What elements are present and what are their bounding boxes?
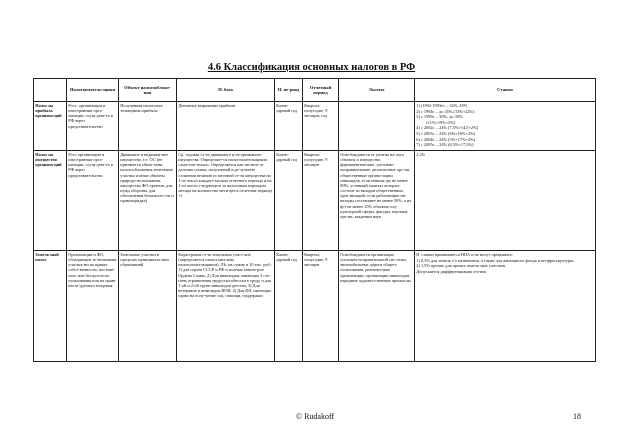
- benefits-cell: Освобождаются организации уголовно-исправительной сис-темы, автомобильные дороги общего пользования, религиоз-ные организации, организации инвалидов, народные художест-венные промыслы: [339, 251, 415, 362]
- header-cell: [34, 79, 67, 102]
- period-cell: Кален-дарный год: [275, 102, 303, 151]
- object-cell: Движимое и недвижи-мое имущество, т.е. ОС (не признается объек-тами налогообложения земельные участки и иные объекты природо-пользования, имущество ФО органов, для нужд обороны, для обеспечения безопасно-сти и правопорядка): [119, 151, 177, 251]
- rates-cell: [415, 251, 596, 362]
- tax-name: Налог на прибыль организа-ций: [34, 102, 67, 151]
- header-cell: Н. база: [177, 79, 275, 102]
- report-cell: Квартал, полугодие, 9 месяцев: [303, 251, 339, 362]
- rate-line: 4) с 2002г. – 24% (7,5%+14,5+2%): [416, 125, 479, 131]
- payers-cell: Росс. организации и иностранные орга-низации, осущ-деят-ть в РФ через представительство: [67, 102, 119, 151]
- header-cell: Н. пе-риод: [275, 79, 303, 102]
- benefits-cell: [339, 102, 415, 151]
- payers-cell: Организации и ФЛ, обладающие зе-мельными участка-ми на правах собст-венности, постоян-ного или бессроч-ного пользования или на праве насле-дуемого владения: [67, 251, 119, 362]
- rate-line: (11%+19%+5%): [426, 119, 456, 125]
- rate-line: Допускается дифференциация ста-вок: [416, 268, 487, 274]
- rates-cell: [415, 151, 596, 251]
- rate-line: 2,2%: [416, 152, 426, 157]
- rate-line: 1) 0,3% для земель с/х назначения, а также для жилищного фонда и ин-фраструктуры;: [416, 257, 575, 263]
- report-cell: Квартал, полугодие, 9 месяцев: [303, 151, 339, 251]
- header-cell: Льготы: [339, 79, 415, 102]
- copyright-footer: © Rudakoff: [296, 412, 335, 421]
- page-title: 4.6 Классификация основных налогов в РФ: [207, 62, 416, 73]
- tax-name: Налог на имущество организа-ций: [34, 151, 67, 251]
- rate-line: 3) с 1999г. – 30%, до 35%: [416, 114, 463, 120]
- object-cell: Полученная налогопла-тельщиком прибыль: [119, 102, 177, 151]
- report-cell: Квартал, полугодие, 9 месяцев, год: [303, 102, 339, 151]
- table-header-row: [34, 79, 596, 102]
- header-cell: Отчетный период: [303, 79, 339, 102]
- base-cell: Кадастровая ст-ть земельных участ-ков (определяется самостоятельно налогоплательщиком). ЛЬ: на сумму в 10 тыс. руб.: 1) для героев СССР и РФ и полных кавале-ров Ордена Славы; 2) Для инвалидов, имеющих 3 сте-пень ограничения трудоспособности к труду и для 1-ой и 2-ой групп инвалидов детства; 3) Для ветеранов и инвалидов ВОВ; 4) Для ФЛ, имеющих право на полу-чение соц. помощи, поддержки: [177, 251, 275, 362]
- rate-line: 1) (1992-1993гг. – 32%, 45%: [416, 103, 468, 108]
- rate-line: П. ставки принимаются НПА и не могут превышать:: [416, 252, 513, 257]
- header-cell: Ставки: [415, 79, 596, 102]
- object-cell: Земельные участки в пределах муниципаль-ных образований: [119, 251, 177, 362]
- base-cell: Денежное выражение прибыли: [177, 102, 275, 151]
- header-cell: Объект налогообложе-ния: [119, 79, 177, 102]
- tax-name: Земель-ный налог: [34, 251, 67, 362]
- page-number: 18: [573, 412, 581, 421]
- table-row: [34, 251, 596, 362]
- rate-line: 7) с 2005г. – 24% (6,5%+17,5%): [416, 142, 474, 148]
- rate-line: 2) 1,5% прочих для прочих земель-ных участков.: [416, 263, 506, 269]
- period-cell: Кален-дарный год: [275, 151, 303, 251]
- tax-classification-table: [33, 78, 596, 362]
- rate-line: 2) с 1994г. – до 35% (13%+22%): [416, 108, 475, 114]
- benefits-cell: Освобождаются от уплаты на-лога объекты и имущество, фармацевтические, уголовно-исправительные, религиозные орг-ии, общественные органи-зации инвалидов, если инвали-ды не менее 80%, уставный капитал которых состоит из вкладов общественных орга-низаций, если работающие ин-валиды составляют не менее 50%, а их ф/т не менее 25% объекты соц-культурной сферы, фигуры, научные орг-ии, академии наук: [339, 151, 415, 251]
- table-row: [34, 151, 596, 251]
- rates-cell: [415, 102, 596, 151]
- payers-cell: Росс организации и иностранные орга-низации, осущ-деят-ть в РФ через представительство: [67, 151, 119, 251]
- header-cell: Налогоплатель-щики: [67, 79, 119, 102]
- table-row: [34, 102, 596, 151]
- rate-line: 5) с 2003г. – 24% (6%+16%+2%): [416, 130, 476, 136]
- period-cell: Кален-дарный год: [275, 251, 303, 362]
- base-cell: Ср. годовая ст-ть движимого и не-движимого имущества. Определяет-ся налогоплательщиком самостоя-тельно. Определяется как частное от деления суммы, полученной в ре-зультате сложения величин остаточной ст-ти имущества на 1-ое число каждого месяца отчетного периода и на 1-ое число следующего за налоговым периодом месяца на количество меся-цев в отчетном периоде +1: [177, 151, 275, 251]
- rate-line: 6) с 2004г. – 24% (5%+17%+2%): [416, 136, 476, 142]
